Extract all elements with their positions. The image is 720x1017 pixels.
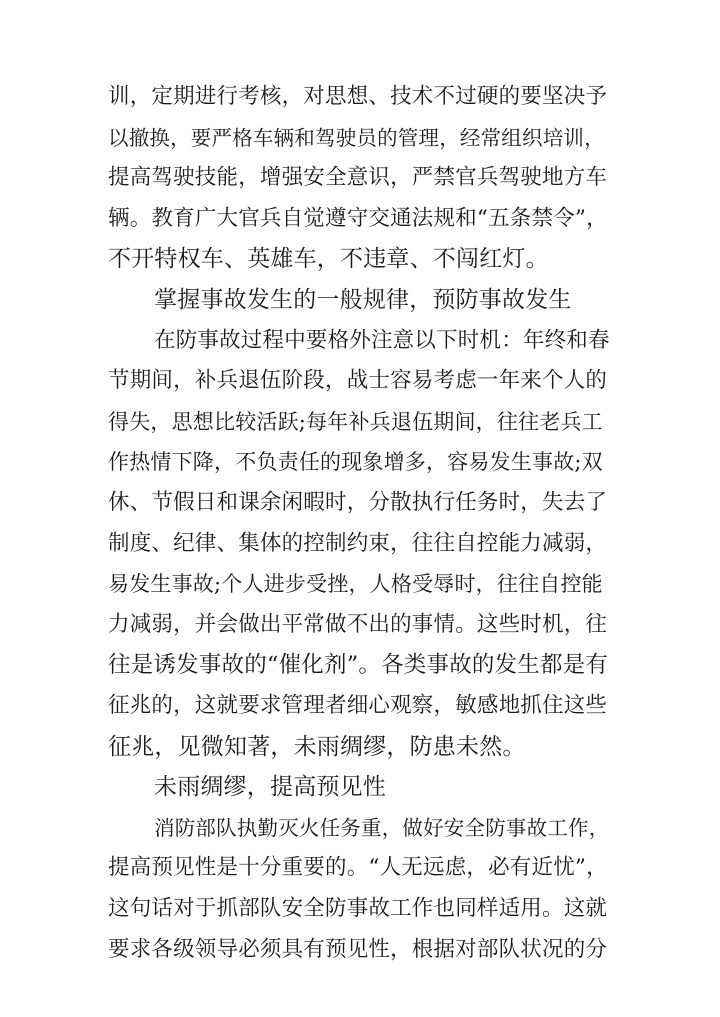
text-line: 易发生事故;个人进步受挫，人格受辱时，往往自控能: [108, 572, 603, 597]
paragraph-first-line: 在防事故过程中要格外注意以下时机：年终和春: [154, 327, 610, 353]
text-line: 休、节假日和课余闲暇时，分散执行任务时，失去了: [108, 490, 608, 515]
text-line: 辆。教育广大官兵自觉遵守交通法规和“五条禁令”，: [108, 205, 608, 231]
text-line: 节期间，补兵退伍阶段，战士容易考虑一年来个人的: [108, 368, 608, 394]
text-line: 征兆的，这就要求管理者细心观察，敏感地抓住这些: [108, 693, 608, 718]
text-line: 要求各级领导必须具有预见性，根据对部队状况的分: [108, 936, 608, 962]
paragraph-first-line: 消防部队执勤灭火任务重，做好安全防事故工作，: [154, 815, 610, 840]
text-line: 力减弱，并会做出平常做不出的事情。这些时机，往: [108, 611, 608, 637]
text-line: 征兆，见微知著，未雨绸缪，防患未然。: [108, 733, 526, 760]
text-line: 往是诱发事故的“催化剂”。各类事故的发生都是有: [108, 652, 609, 679]
text-line: 不开特权车、英雄车，不违章、不闯红灯。: [108, 246, 549, 273]
section-heading: 未雨绸缪，提高预见性: [154, 774, 386, 801]
text-line: 这句话对于抓部队安全防事故工作也同样适用。这就: [108, 896, 608, 921]
text-line: 作热情下降，不负责任的现象增多，容易发生事故;双: [108, 450, 603, 475]
text-line: 以撤换，要严格车辆和驾驶员的管理，经常组织培训，: [108, 125, 605, 150]
section-heading: 掌握事故发生的一般规律，预防事故发生: [154, 287, 572, 313]
text-line: 提高预见性是十分重要的。“人无远虑，必有近忧”，: [108, 855, 608, 881]
text-line: 训，定期进行考核，对思想、技术不过硬的要坚决予: [108, 84, 608, 109]
text-line: 得失，思想比较活跃;每年补兵退伍期间，往往老兵工: [108, 409, 603, 434]
text-line: 制度、纪律、集体的控制约束，往往自控能力减弱，: [108, 530, 608, 556]
text-line: 提高驾驶技能，增强安全意识，严禁官兵驾驶地方车: [108, 165, 608, 191]
